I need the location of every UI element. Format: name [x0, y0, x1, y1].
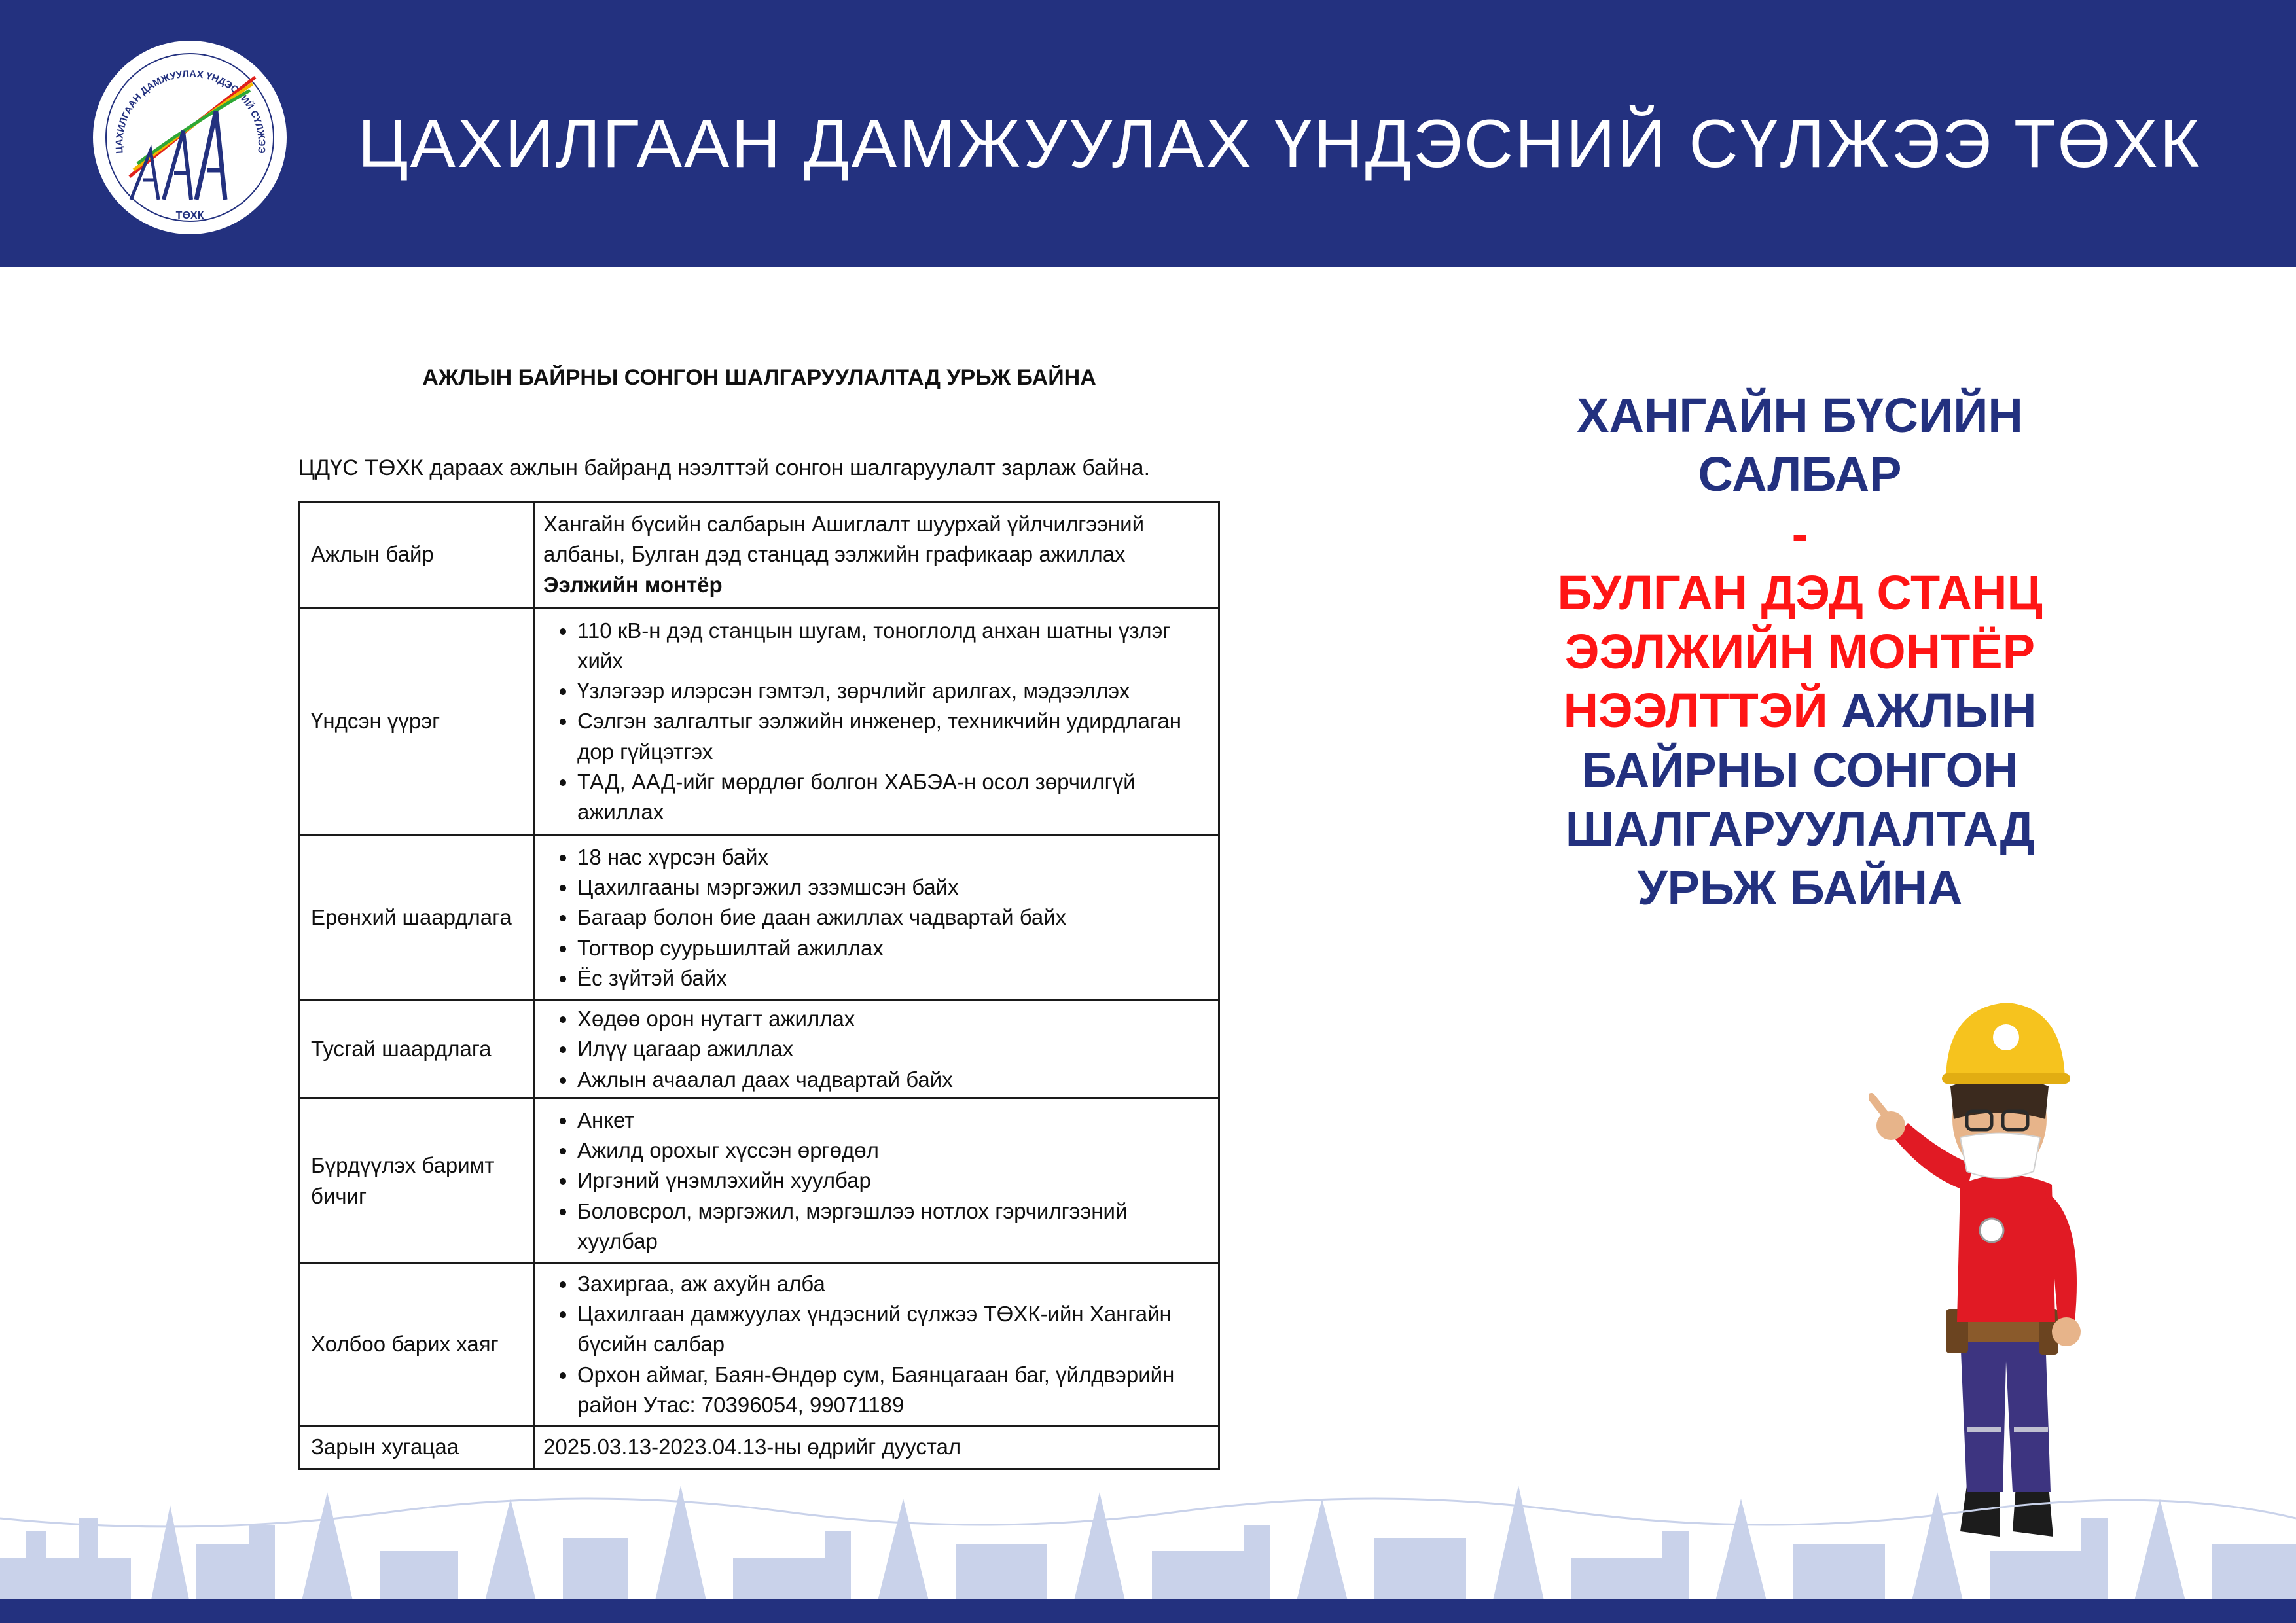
row-label-general: Ерөнхий шаардлага: [300, 836, 535, 1001]
list-item: • 18 нас хүрсэн байх: [577, 842, 1210, 872]
table-row: [300, 836, 1219, 1001]
row-label-documents: Бүрдүүлэх баримт бичиг: [300, 1099, 535, 1264]
company-logo: [92, 39, 288, 236]
list-item: • Ёс зүйтэй байх: [577, 963, 1210, 993]
position-title: Ээлжийн монтёр: [543, 572, 723, 597]
row-value-position: [535, 502, 1219, 608]
list-item: • 110 кВ-н дэд станцын шугам, тоноглолд анхан шатны үзлэг хийх: [577, 616, 1210, 676]
headline-line: БУЛГАН ДЭД СТАНЦ: [1557, 565, 2043, 620]
list-item: • Тогтвор суурьшилтай ажиллах: [577, 933, 1210, 963]
footer-bar: [0, 1599, 2296, 1623]
headline-line: ШАЛГАРУУЛАЛТАД: [1565, 801, 2035, 856]
headline-line: [1499, 681, 2101, 740]
row-value-contact: [535, 1264, 1219, 1426]
logo-bottom-text: ТӨХК: [175, 210, 204, 221]
row-value-documents: [535, 1099, 1219, 1264]
header-title: ЦАХИЛГААН ДАМЖУУЛАХ ҮНДЭСНИЙ СҮЛЖЭЭ ТӨХК: [357, 105, 2202, 182]
list-item: • Сэлгэн залгалтыг ээлжийн инженер, техникчийн удирдлаган дор гүйцэтгэх: [577, 706, 1210, 766]
table-row: [300, 502, 1219, 608]
table-row: [300, 1426, 1219, 1469]
list-item: • Ажлын ачаалал даах чадвартай байх: [577, 1065, 1210, 1095]
list-item: • Иргэний үнэмлэхийн хуулбар: [577, 1166, 1210, 1196]
list-item: • Ажилд орохыг хүссэн өргөдөл: [577, 1135, 1210, 1166]
list-item: • Анкет: [577, 1105, 1210, 1135]
list-item: • Хөдөө орон нутагт ажиллах: [577, 1004, 1210, 1034]
headline-blue-word: АЖЛЫН: [1827, 683, 2037, 738]
headline-line: БАЙРНЫ СОНГОН: [1581, 742, 2018, 797]
headline-line: САЛБАР: [1698, 447, 1902, 502]
list-item: • Боловсрол, мэргэжил, мэргэшлээ нотлох гэрчилгээний хуулбар: [577, 1196, 1210, 1257]
row-label-position: Ажлын байр: [300, 502, 535, 608]
list-item: • Илүү цагаар ажиллах: [577, 1034, 1210, 1064]
job-spec-table: [298, 501, 1220, 1470]
headline-line: ХАНГАЙН БҮСИЙН: [1577, 388, 2023, 442]
list-item: • Орхон аймаг, Баян-Өндөр сум, Баянцагаан баг, үйлдвэрийн район Утас: 70396054, 99071189: [577, 1360, 1210, 1420]
document-title: АЖЛЫН БАЙРНЫ СОНГОН ШАЛГАРУУЛАЛТАД УРЬЖ БАЙНА: [422, 365, 1096, 390]
logo-ring-text: ЦАХИЛГААН ДАМЖУУЛАХ ҮНДЭСНИЙ СҮЛЖЭЭ: [113, 68, 268, 154]
row-value-general: [535, 836, 1219, 1001]
table-row: [300, 608, 1219, 836]
row-label-deadline: Зарын хугацаа: [300, 1426, 535, 1469]
header-bar: [0, 0, 2296, 267]
power-grid-skyline-decoration: [0, 1479, 2296, 1603]
row-value-special: [535, 1001, 1219, 1099]
list-item: • Цахилгааны мэргэжил эзэмшсэн байх: [577, 872, 1210, 902]
headline-red-word: НЭЭЛТТЭЙ: [1563, 683, 1828, 738]
row-label-contact: Холбоо барих хаяг: [300, 1264, 535, 1426]
row-label-special: Тусгай шаардлага: [300, 1001, 535, 1099]
list-item: • ТАД, ААД-ийг мөрдлөг болгон ХАБЭА-н осол зөрчилгүй ажиллах: [577, 767, 1210, 827]
engineer-mascot-illustration: [1869, 969, 2130, 1544]
headline-line: УРЬЖ БАЙНА: [1637, 861, 1963, 916]
row-value-deadline: 2025.03.13-2023.04.13-ны өдрийг дуустал: [535, 1426, 1219, 1469]
table-row: [300, 1001, 1219, 1099]
table-row: [300, 1264, 1219, 1426]
list-item: • Захиргаа, аж ахуйн алба: [577, 1269, 1210, 1299]
headline-line: ЭЭЛЖИЙН МОНТЁР: [1564, 624, 2036, 679]
document-intro: ЦДҮС ТӨХК дараах ажлын байранд нээлттэй сонгон шалгаруулалт зарлаж байна.: [298, 455, 1151, 480]
row-label-duties: Үндсэн үүрэг: [300, 608, 535, 836]
position-description: Хангайн бүсийн салбарын Ашиглалт шуурхай үйлчилгээний албаны, Булган дэд станцад ээлжийн графикаар ажиллах: [543, 512, 1145, 567]
list-item: • Үзлэгээр илэрсэн гэмтэл, зөрчлийг арилгах, мэдээллэх: [577, 676, 1210, 706]
list-item: • Багаар болон бие даан ажиллах чадвартай байх: [577, 902, 1210, 933]
headline-dash: -: [1791, 506, 1808, 561]
list-item: • Цахилгаан дамжуулах үндэсний сүлжээ ТӨХК-ийн Хангайн бүсийн салбар: [577, 1299, 1210, 1359]
row-value-duties: [535, 608, 1219, 836]
headline: [1499, 386, 2101, 918]
table-row: [300, 1099, 1219, 1264]
